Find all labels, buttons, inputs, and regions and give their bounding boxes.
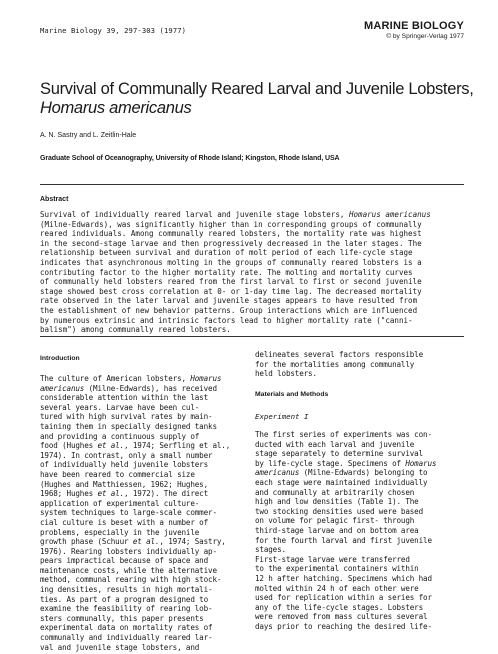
text-run: stage separately to determine survival bbox=[255, 449, 424, 459]
italic-term: et al. bbox=[97, 489, 125, 499]
text-run: relationship between survival and duration of molt period of each life-cycle stage bbox=[40, 248, 413, 258]
text-run: by numerous extrinsic and intrinsic factors lead to higher mortality rate ("canni- bbox=[40, 315, 413, 325]
text-run: indicates that asynchronous molting in the groups of communally reared lobsters is a bbox=[40, 257, 422, 267]
italic-term: Homarus bbox=[405, 458, 437, 468]
experiment-heading: Experiment I bbox=[255, 412, 309, 421]
text-run: balism") among communally reared lobsters. bbox=[40, 325, 231, 335]
text-run: experimental data on mortality rates of bbox=[40, 623, 213, 633]
methods-heading: Materials and Methods bbox=[255, 391, 329, 398]
text-line bbox=[255, 488, 470, 498]
text-line bbox=[255, 350, 470, 360]
text-run: delineates several factors responsible bbox=[255, 350, 424, 359]
text-line bbox=[40, 220, 464, 230]
text-run: contributing factor to the higher mortality rate. The molting and mortality curves bbox=[40, 267, 413, 277]
text-line bbox=[40, 575, 250, 585]
abstract-top-rule bbox=[40, 184, 464, 185]
introduction-heading: Introduction bbox=[40, 355, 80, 362]
abstract-body bbox=[40, 210, 464, 335]
text-run: val and juvenile stage lobsters, and bbox=[40, 642, 200, 652]
methods-body bbox=[255, 430, 470, 631]
text-line bbox=[40, 296, 464, 306]
text-line bbox=[40, 210, 464, 220]
italic-term: et al. bbox=[132, 537, 160, 547]
text-run: and providing a continuous supply of bbox=[40, 431, 200, 441]
italic-term: americanus bbox=[40, 383, 85, 393]
text-line bbox=[40, 325, 464, 335]
text-line bbox=[255, 574, 470, 584]
text-run: have been reared to commercial size bbox=[40, 469, 195, 479]
text-line bbox=[40, 229, 464, 239]
text-run: for the mortalities among communally bbox=[255, 359, 415, 369]
text-run: Survival of individually reared larval and juvenile stage lobsters, bbox=[40, 210, 349, 219]
text-run: reared individuals. Among communally reared lobsters, the mortality rate was highest bbox=[40, 229, 422, 239]
text-line bbox=[255, 468, 470, 478]
text-run: problems, especially in the juvenile bbox=[40, 527, 200, 537]
text-run: on volume for pelagic first- through bbox=[255, 516, 415, 526]
text-run: and communally at arbitrarily chosen bbox=[255, 487, 415, 497]
text-run: to the experimental containers within bbox=[255, 564, 419, 574]
introduction-continued bbox=[255, 350, 470, 379]
italic-term: Homarus americanus bbox=[348, 210, 431, 219]
text-line bbox=[40, 239, 464, 249]
text-line bbox=[255, 478, 470, 488]
text-line bbox=[255, 612, 470, 622]
text-run: pears impractical because of space and bbox=[40, 556, 209, 566]
title-line-2: Homarus americanus bbox=[40, 99, 192, 117]
text-line bbox=[40, 248, 464, 258]
text-run: 1968; Hughes bbox=[40, 489, 98, 499]
text-line bbox=[40, 460, 250, 470]
text-line bbox=[255, 593, 470, 603]
text-run: days prior to reaching the desired life- bbox=[255, 621, 432, 631]
text-line bbox=[40, 566, 250, 576]
text-run: the establishment of new behavior patterns. Group interactions which are influenced bbox=[40, 305, 418, 315]
text-run: taining them in specially designed tanks bbox=[40, 421, 217, 431]
text-run: stage showed best cross correlation at 0- or 1-day time lag. The decreased mortality bbox=[40, 286, 422, 296]
journal-header bbox=[364, 20, 464, 40]
text-line bbox=[40, 432, 250, 442]
text-run: tured with high survival rates by main- bbox=[40, 412, 213, 422]
text-run: sters communally, this paper presents bbox=[40, 613, 204, 623]
text-run: growth phase (Schuur bbox=[40, 537, 133, 547]
text-run: held lobsters. bbox=[255, 369, 317, 379]
text-run: , 1972). The direct bbox=[124, 489, 209, 499]
italic-term: Homarus bbox=[190, 374, 222, 383]
text-line bbox=[40, 451, 250, 461]
text-run: (Milne-Edwards), was significantly higher than in corresponding groups of communally bbox=[40, 219, 422, 229]
italic-term: americanus bbox=[255, 468, 300, 478]
text-line bbox=[40, 595, 250, 605]
text-run: examine the feasibility of rearing lob- bbox=[40, 604, 213, 614]
text-line bbox=[40, 403, 250, 413]
text-run: food (Hughes bbox=[40, 441, 98, 451]
text-line bbox=[40, 623, 250, 633]
text-run: high and low densities (Table 1). The bbox=[255, 497, 419, 507]
text-line bbox=[40, 470, 250, 480]
text-line bbox=[40, 287, 464, 297]
text-line bbox=[40, 643, 250, 653]
text-line bbox=[255, 507, 470, 517]
article-title bbox=[40, 80, 474, 118]
text-line bbox=[255, 564, 470, 574]
text-line bbox=[40, 316, 464, 326]
text-line bbox=[255, 449, 470, 459]
text-run: of individually held juvenile lobsters bbox=[40, 460, 209, 470]
text-run: ties. As part of a program designed to bbox=[40, 594, 209, 604]
text-run: any of the life-cycle stages. Lobsters bbox=[255, 602, 424, 612]
text-run: molted within 24 h of each other were bbox=[255, 583, 419, 593]
running-head: Marine Biology 39, 297-303 (1977) bbox=[40, 26, 187, 35]
text-line bbox=[40, 614, 250, 624]
text-run: The culture of American lobsters, bbox=[40, 374, 191, 383]
text-run: used for replication within a series for bbox=[255, 593, 432, 603]
text-line bbox=[40, 528, 250, 538]
text-run: in the second-stage larvae and then progressively decreased in the later stages. The bbox=[40, 238, 422, 248]
text-line bbox=[40, 422, 250, 432]
text-line bbox=[40, 277, 464, 287]
text-run: (Milne-Edwards) belonging to bbox=[299, 468, 428, 478]
journal-name: MARINE BIOLOGY bbox=[364, 20, 464, 32]
text-run: third-stage larvae and on bottom area bbox=[255, 525, 419, 535]
text-run: application of experimental culture- bbox=[40, 498, 200, 508]
text-run: each stage were maintained individually bbox=[255, 477, 428, 487]
text-line bbox=[40, 258, 464, 268]
text-line bbox=[40, 412, 250, 422]
text-line bbox=[255, 369, 470, 379]
text-run: method, communal rearing with high stock- bbox=[40, 575, 222, 585]
text-run: for the fourth larval and first juvenile bbox=[255, 535, 432, 545]
text-line bbox=[40, 489, 250, 499]
title-line-1: Survival of Communally Reared Larval and Juvenile Lobsters, bbox=[40, 80, 474, 98]
text-run: 12 h after hatching. Specimens which had bbox=[255, 573, 432, 583]
text-run: system techniques to large-scale commer- bbox=[40, 508, 217, 518]
text-run: (Milne-Edwards), has received bbox=[84, 383, 217, 393]
text-line bbox=[40, 384, 250, 394]
abstract-heading: Abstract bbox=[40, 196, 69, 203]
text-run: First-stage larvae were transferred bbox=[255, 554, 410, 564]
text-line bbox=[40, 518, 250, 528]
text-line bbox=[40, 508, 250, 518]
introduction-body bbox=[40, 374, 250, 652]
text-line bbox=[40, 374, 250, 384]
text-run: two stocking densities used were based bbox=[255, 506, 424, 516]
text-run: of communally held lobsters reared from the first larval to first or second juvenile bbox=[40, 277, 422, 287]
text-run: 1974). In contrast, only a small number bbox=[40, 450, 213, 460]
text-run: 1976). Rearing lobsters individually ap- bbox=[40, 546, 217, 556]
text-line bbox=[255, 360, 470, 370]
text-run: by life-cycle stage. Specimens of bbox=[255, 458, 406, 468]
text-run: stages. bbox=[255, 545, 286, 555]
text-line bbox=[40, 441, 250, 451]
text-run: communally and individually reared lar- bbox=[40, 633, 213, 643]
text-run: cial culture is beset with a number of bbox=[40, 517, 209, 527]
text-line bbox=[255, 536, 470, 546]
text-line bbox=[255, 430, 470, 440]
text-run: (Hughes and Matthiessen, 1962; Hughes, bbox=[40, 479, 209, 489]
text-run: , 1974; Serfling et al., bbox=[124, 441, 231, 451]
text-line bbox=[40, 393, 250, 403]
text-line bbox=[255, 459, 470, 469]
text-run: ing densities, results in high mortali- bbox=[40, 585, 213, 595]
text-run: , 1974; Sastry, bbox=[159, 537, 226, 547]
text-run: rate observed in the later larval and juvenile stages appears to have resulted from bbox=[40, 296, 418, 306]
text-line bbox=[255, 584, 470, 594]
text-line bbox=[40, 499, 250, 509]
text-line bbox=[255, 440, 470, 450]
text-line bbox=[255, 555, 470, 565]
text-line bbox=[40, 604, 250, 614]
text-line bbox=[255, 526, 470, 536]
authors: A. N. Sastry and L. Zeitlin-Hale bbox=[40, 132, 137, 139]
text-run: The first series of experiments was con- bbox=[255, 430, 432, 439]
text-line bbox=[40, 480, 250, 490]
text-run: were removed from mass cultures several bbox=[255, 612, 428, 622]
text-line bbox=[40, 547, 250, 557]
abstract-bottom-rule bbox=[40, 336, 464, 337]
text-line bbox=[255, 497, 470, 507]
text-line bbox=[40, 633, 250, 643]
text-line bbox=[40, 268, 464, 278]
text-line bbox=[40, 306, 464, 316]
text-run: considerable attention within the last bbox=[40, 393, 209, 403]
text-run: several years. Larvae have been cul- bbox=[40, 402, 200, 412]
affiliation: Graduate School of Oceanography, University of Rhode Island; Kingston, Rhode Island, USA bbox=[40, 155, 340, 162]
text-line bbox=[255, 603, 470, 613]
text-run: ducted with each larval and juvenile bbox=[255, 439, 415, 449]
text-line bbox=[255, 622, 470, 632]
text-line bbox=[40, 556, 250, 566]
text-line bbox=[40, 585, 250, 595]
text-line bbox=[40, 537, 250, 547]
text-run: maintenance costs, while the alternative bbox=[40, 565, 217, 575]
text-line bbox=[255, 516, 470, 526]
text-line bbox=[255, 545, 470, 555]
copyright-notice: © by Springer-Verlag 1977 bbox=[386, 33, 464, 40]
italic-term: et al. bbox=[97, 441, 125, 451]
